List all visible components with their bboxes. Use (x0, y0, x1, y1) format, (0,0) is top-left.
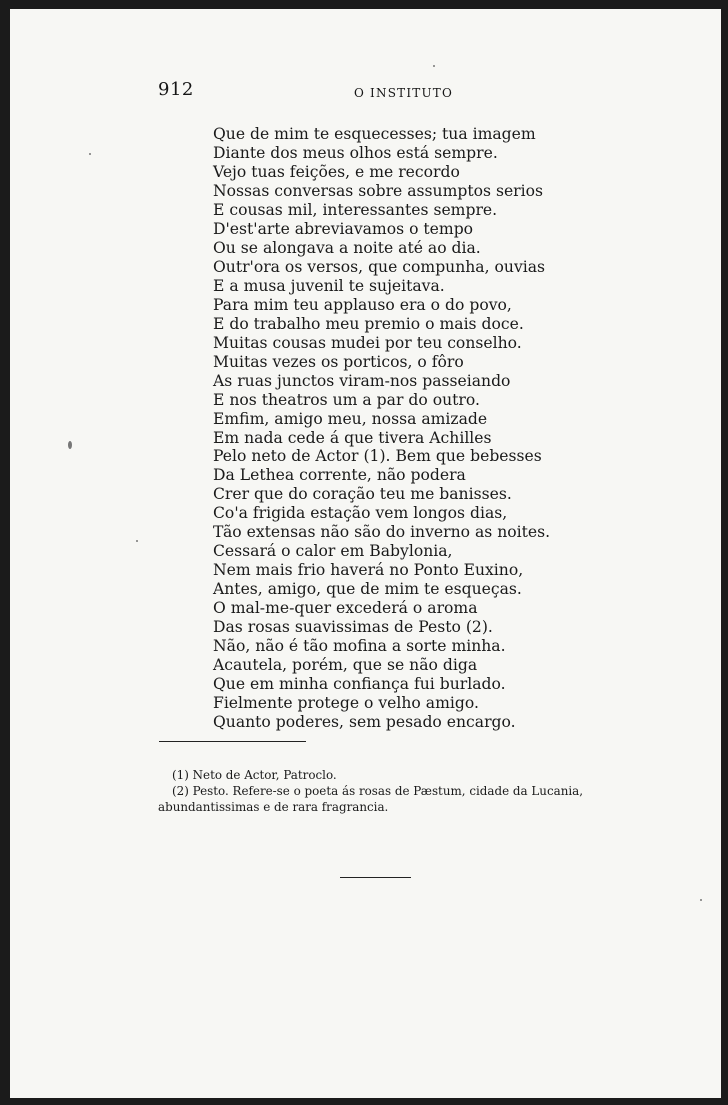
paper-speck (68, 441, 72, 449)
verse-line: Da Lethea corrente, não podera (213, 466, 466, 485)
footnote-marker: (1) (172, 768, 189, 782)
verse-line: Fielmente protege o velho amigo. (213, 694, 479, 713)
verse-line: Tão extensas não são do inverno as noites. (213, 523, 551, 542)
footnote-text: Neto de Actor, Patroclo. (192, 768, 337, 782)
verse-line: E a musa juvenil te sujeitava. (213, 276, 445, 295)
verse-line: Cessará o calor em Babylonia, (213, 542, 453, 561)
verse-line: Emfim, amigo meu, nossa amizade (213, 409, 488, 428)
verse-line: O mal-me-quer excederá o aroma (213, 599, 478, 618)
footnote-text: Pesto. Refere-se o poeta ás rosas de Pæstum, cidade da Lucania, (192, 784, 584, 798)
paper-speck (136, 540, 138, 542)
verse-line: Que em minha confiança fui burlado. (213, 675, 506, 694)
verse-line: Crer que do coração teu me banisses. (213, 485, 512, 504)
verse-line: Outr'ora os versos, que compunha, ouvias (213, 257, 546, 276)
verse-line: Co'a frigida estação vem longos dias, (213, 504, 508, 523)
poem-verse (213, 125, 550, 732)
verse-line: Nem mais frio haverá no Ponto Euxino, (213, 561, 524, 580)
verse-line: Ou se alongava a noite até ao dia. (213, 238, 481, 257)
verse-line: Que de mim te esquecesses; tua imagem (213, 125, 536, 143)
running-title: O INSTITUTO (354, 86, 454, 100)
verse-line: Muitas vezes os porticos, o fôro (213, 352, 464, 371)
verse-line: Antes, amigo, que de mim te esqueças. (213, 580, 522, 599)
verse-line: E do trabalho meu premio o mais doce. (213, 314, 524, 333)
verse-line: Para mim teu applauso era o do povo, (213, 295, 512, 314)
verse-line: Das rosas suavissimas de Pesto (2). (213, 618, 493, 637)
paper-speck (700, 899, 702, 901)
paper-speck (89, 153, 91, 155)
page-number: 912 (158, 79, 194, 100)
footnote-1 (158, 767, 668, 783)
footnote-continuation: abundantissimas e de rara fragrancia. (158, 800, 389, 814)
footnote-2 (158, 783, 668, 815)
verse-line: Nossas conversas sobre assumptos serios (213, 181, 544, 200)
verse-line: D'est'arte abreviavamos o tempo (213, 219, 474, 238)
book-page (10, 9, 721, 1098)
verse-line: Vejo tuas feições, e me recordo (213, 162, 460, 181)
footnotes (158, 767, 668, 815)
verse-line: Em nada cede á que tivera Achilles (213, 428, 492, 447)
verse-line: As ruas junctos viram-nos passeiando (213, 371, 511, 390)
verse-line: Acautela, porém, que se não diga (213, 656, 478, 675)
verse-line: E cousas mil, interessantes sempre. (213, 200, 498, 219)
verse-line: Pelo neto de Actor (1). Bem que bebesses (213, 447, 542, 466)
verse-line: Não, não é tão mofina a sorte minha. (213, 637, 506, 656)
footnote-marker: (2) (172, 784, 189, 798)
paper-speck (433, 65, 435, 67)
verse-line: Muitas cousas mudei por teu conselho. (213, 333, 522, 352)
footnote-divider (159, 741, 306, 742)
verse-line: Diante dos meus olhos está sempre. (213, 143, 498, 162)
end-divider (340, 877, 411, 878)
verse-line: E nos theatros um a par do outro. (213, 390, 480, 409)
verse-line: Quanto poderes, sem pesado encargo. (213, 713, 516, 732)
